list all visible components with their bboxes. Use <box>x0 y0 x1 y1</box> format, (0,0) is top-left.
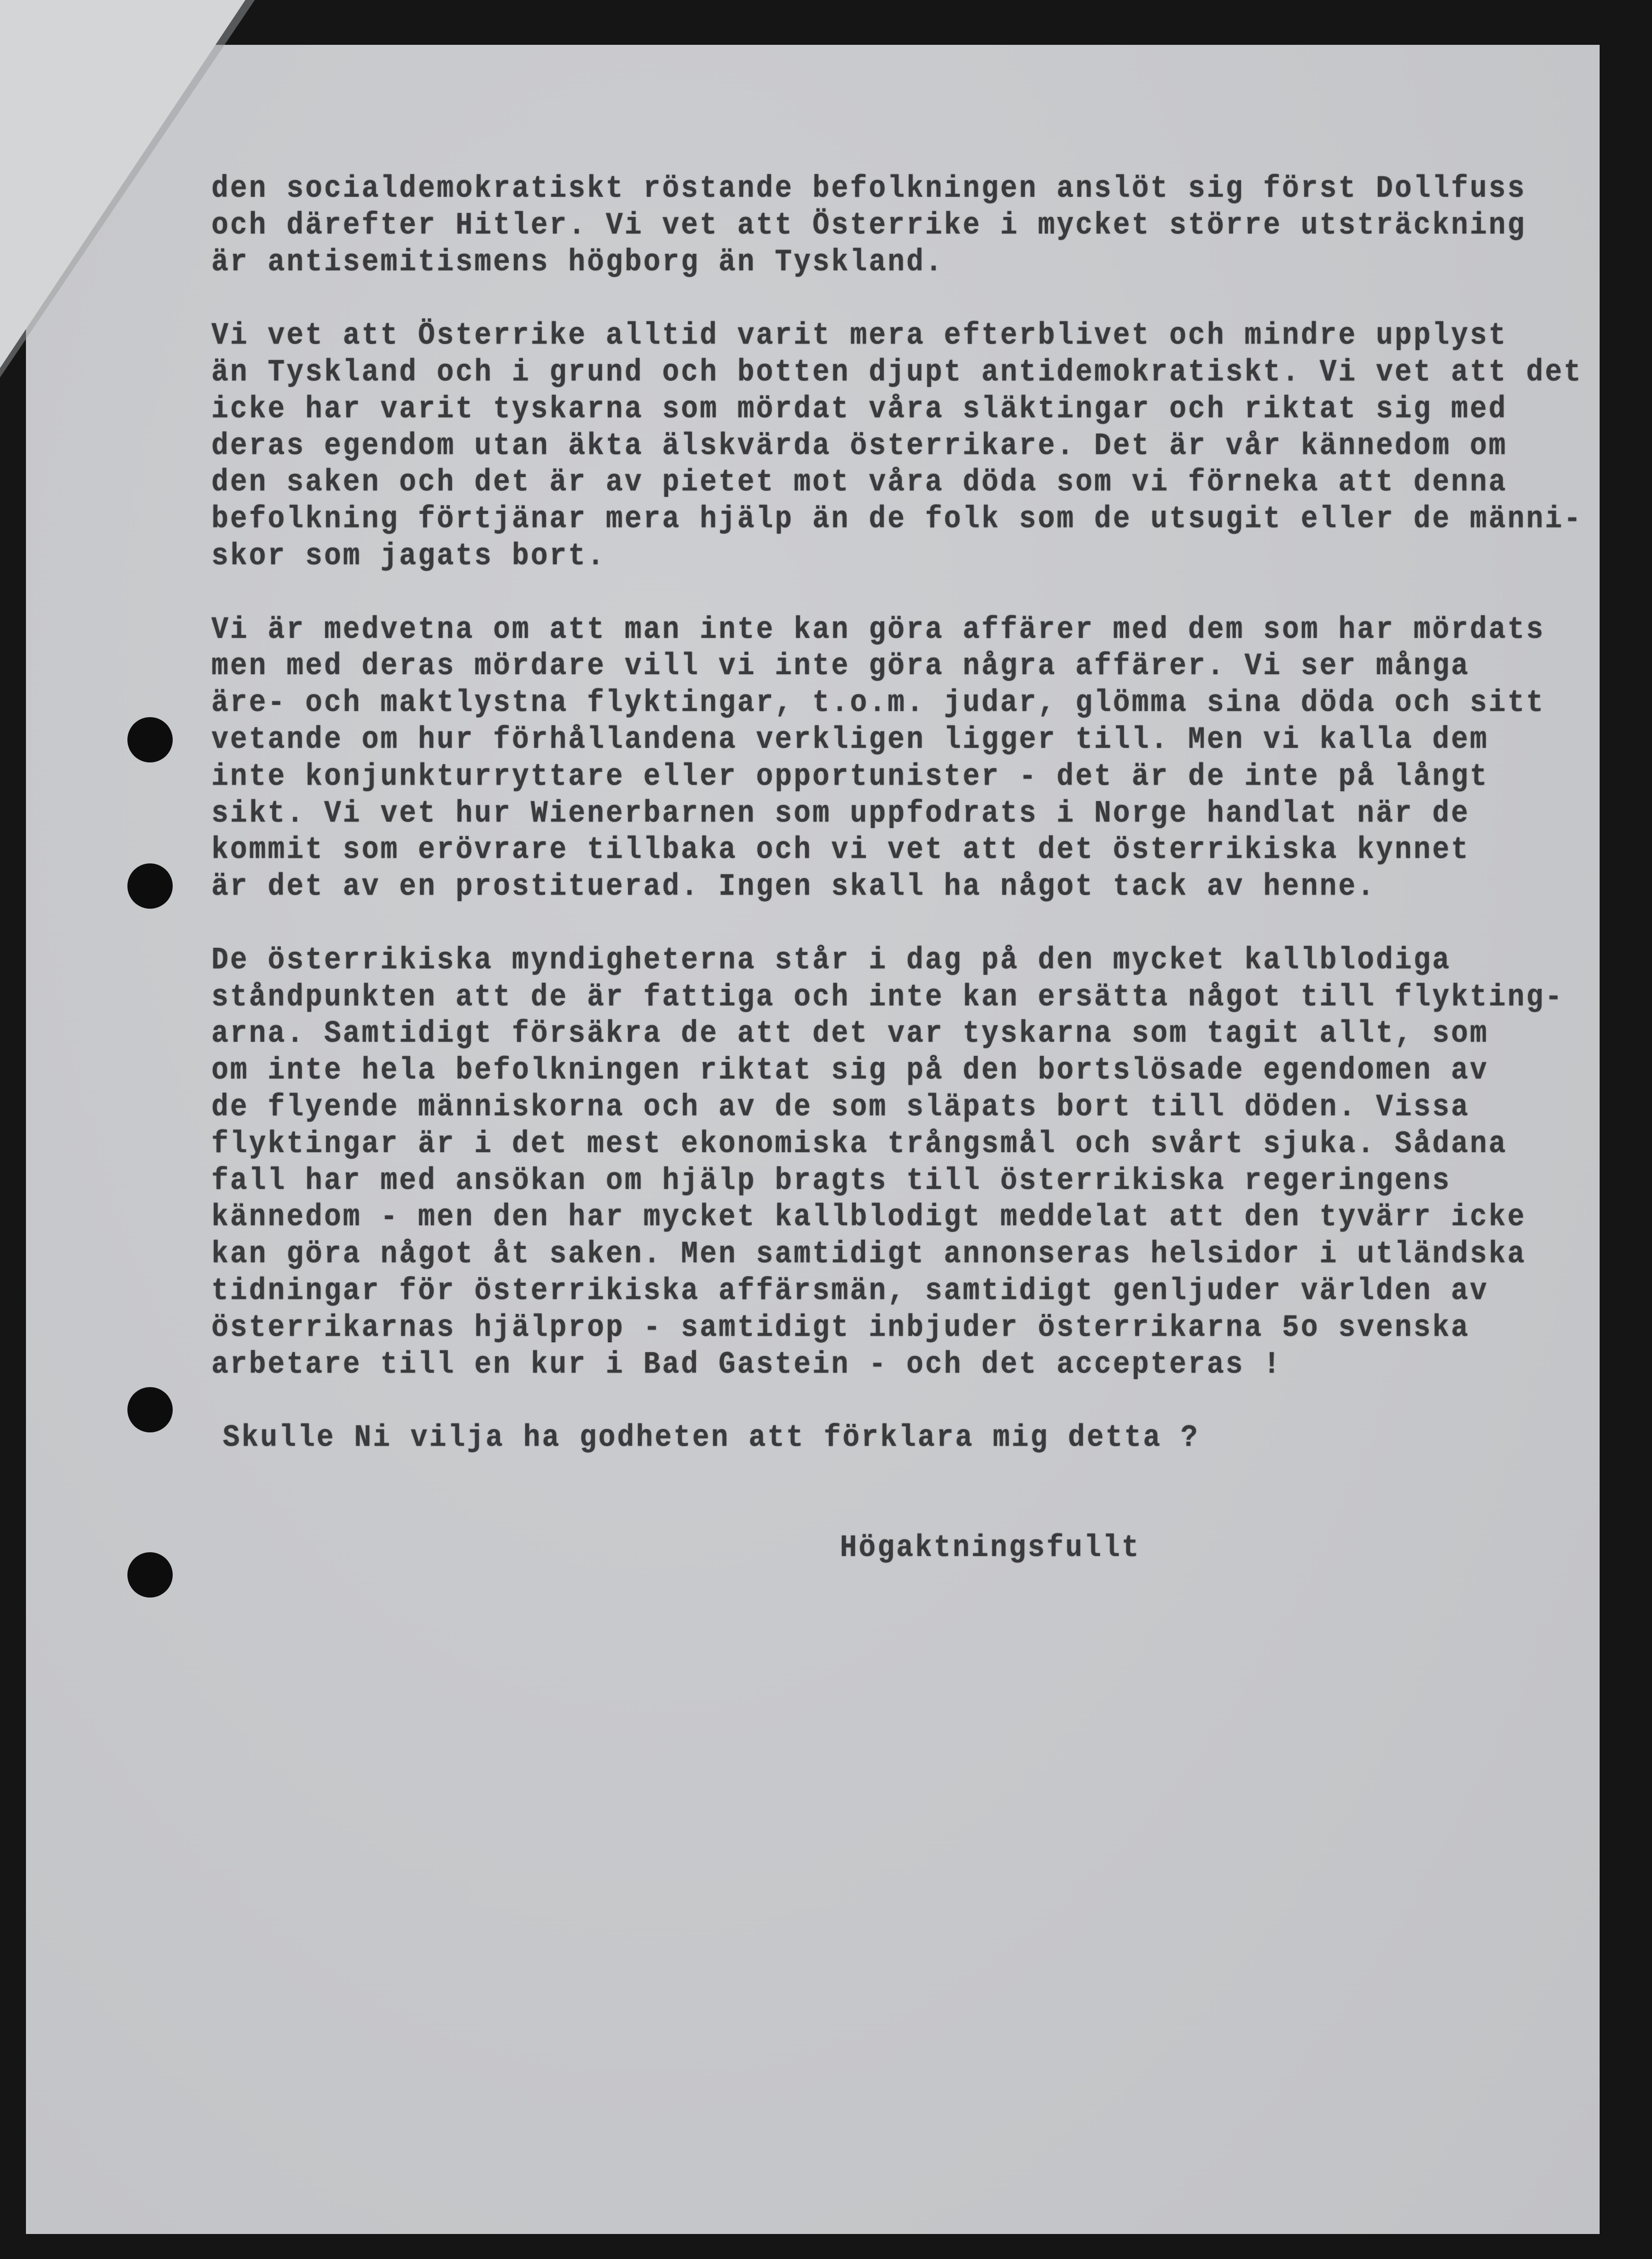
signoff: Högaktningsfullt <box>840 1531 1140 1566</box>
paragraph <box>211 612 1583 906</box>
text-line: De österrikiska myndigheterna står i dag på den mycket kallblodiga <box>211 943 1451 979</box>
text-line: österrikarnas hjälprop - samtidigt inbjuder österrikarna 5o svenska <box>211 1310 1470 1346</box>
text-line: arbetare till en kur i Bad Gastein - och det accepteras ! <box>211 1347 1282 1382</box>
text-line: den saken och det är av pietet mot våra döda som vi förneka att denna <box>211 465 1508 501</box>
paragraph-gap <box>211 1457 1583 1531</box>
text-line: än Tyskland och i grund och botten djupt antidemokratiskt. Vi vet att det <box>211 355 1583 391</box>
paragraph <box>211 942 1583 1383</box>
text-line: flyktingar är i det mest ekonomiska trångsmål och svårt sjuka. Sådana <box>211 1126 1508 1162</box>
text-line: deras egendom utan äkta älskvärda österrikare. Det är vår kännedom om <box>211 428 1508 464</box>
paragraph-gap <box>211 281 1583 318</box>
paragraph-gap <box>211 575 1583 612</box>
paragraph <box>211 171 1583 281</box>
text-line: om inte hela befolkningen riktat sig på den bortslösade egendomen av <box>211 1053 1489 1088</box>
text-line: är antisemitismens högborg än Tyskland. <box>211 244 944 280</box>
text-line: ståndpunkten att de är fattiga och inte kan ersätta något till flykting- <box>211 979 1564 1015</box>
text-line: arna. Samtidigt försäkra de att det var tyskarna som tagit allt, som <box>211 1016 1489 1052</box>
paragraph <box>211 318 1583 575</box>
text-line: vetande om hur förhållandena verkligen ligger till. Men vi kalla dem <box>211 722 1489 758</box>
text-line: sikt. Vi vet hur Wienerbarnen som uppfodrats i Norge handlat när de <box>211 796 1470 831</box>
text-line: äre- och maktlystna flyktingar, t.o.m. judar, glömma sina döda och sitt <box>211 686 1545 721</box>
text-line: fall har med ansökan om hjälp bragts till österrikiska regeringens <box>211 1163 1451 1199</box>
text-line: Vi vet att Österrike alltid varit mera efterblivet och mindre upplyst <box>211 318 1508 354</box>
text-line: inte konjunkturryttare eller opportunister - det är de inte på långt <box>211 759 1489 795</box>
text-line: Vi är medvetna om att man inte kan göra affärer med dem som har mördats <box>211 612 1545 648</box>
text-line: kommit som erövrare tillbaka och vi vet att det österrikiska kynnet <box>211 832 1470 868</box>
text-line: kan göra något åt saken. Men samtidigt annonseras helsidor i utländska <box>211 1237 1526 1272</box>
text-line: den socialdemokratiskt röstande befolkningen anslöt sig först Dollfuss <box>211 171 1526 207</box>
letter-body <box>211 171 1583 1567</box>
text-line: befolkning förtjänar mera hjälp än de folk som de utsugit eller de männi- <box>211 502 1583 537</box>
closing-question: Skulle Ni vilja ha godheten att förklara mig detta ? <box>223 1420 1199 1456</box>
text-line: men med deras mördare vill vi inte göra några affärer. Vi ser många <box>211 649 1470 685</box>
text-line: de flyende människorna och av de som släpats bort till döden. Vissa <box>211 1090 1470 1125</box>
punch-hole <box>127 717 173 762</box>
text-line: kännedom - men den har mycket kallblodigt meddelat att den tyvärr icke <box>211 1200 1526 1236</box>
text-line: tidningar för österrikiska affärsmän, samtidigt genljuder världen av <box>211 1273 1489 1309</box>
punch-hole <box>127 863 173 909</box>
text-line: och därefter Hitler. Vi vet att Österrike i mycket större utsträckning <box>211 208 1526 243</box>
text-line: är det av en prostituerad. Ingen skall ha något tack av henne. <box>211 869 1376 905</box>
text-line: icke har varit tyskarna som mördat våra släktingar och riktat sig med <box>211 392 1508 427</box>
punch-hole <box>127 1387 173 1432</box>
punch-hole <box>127 1552 173 1598</box>
paragraph-gap <box>211 1383 1583 1420</box>
paragraph-gap <box>211 906 1583 943</box>
text-line: skor som jagats bort. <box>211 538 606 574</box>
